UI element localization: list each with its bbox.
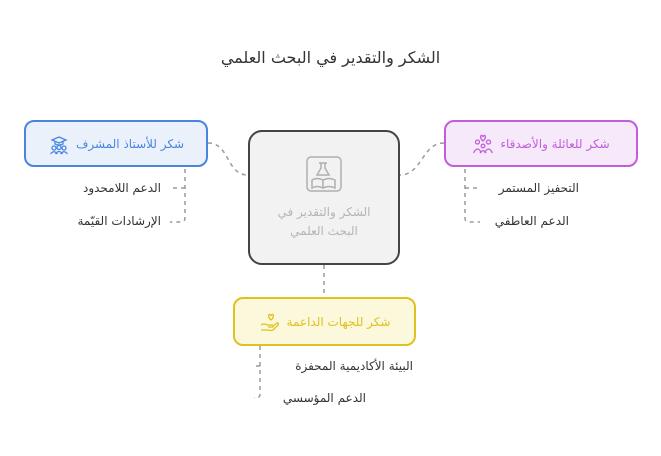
supervisor-item-1: الدعم اللامحدود — [82, 181, 161, 195]
family-item-1: التحفيز المستمر — [498, 181, 579, 195]
supporters-item-2: الدعم المؤسسي — [282, 391, 366, 405]
branch-supporters-label: شكر للجهات الداعمة — [286, 314, 391, 329]
branch-family — [444, 120, 638, 167]
branch-supervisor-label: شكر للأستاذ المشرف — [75, 136, 185, 151]
connector-family-items — [465, 169, 480, 222]
family-item-2: الدعم العاطفي — [494, 214, 569, 228]
family-heart-icon — [472, 133, 494, 155]
flask-book-icon — [305, 155, 343, 197]
connector-supervisor-items — [170, 169, 185, 222]
graduates-icon — [48, 133, 70, 155]
supervisor-item-2: الإرشادات القيّمة — [77, 214, 161, 228]
center-node — [248, 130, 400, 265]
supporters-item-1: البيئة الأكاديمية المحفزة — [295, 359, 413, 373]
diagram-title: الشكر والتقدير في البحث العلمي — [220, 48, 441, 67]
hand-heart-icon — [259, 311, 281, 333]
connector-family — [400, 143, 444, 175]
connector-supporters-items — [254, 346, 260, 398]
center-label: الشكر والتقدير في البحث العلمي — [277, 204, 371, 238]
connector-supervisor — [208, 143, 248, 175]
branch-supporters — [233, 297, 416, 346]
branch-family-label: شكر للعائلة والأصدقاء — [500, 136, 610, 151]
branch-supervisor — [24, 120, 208, 167]
